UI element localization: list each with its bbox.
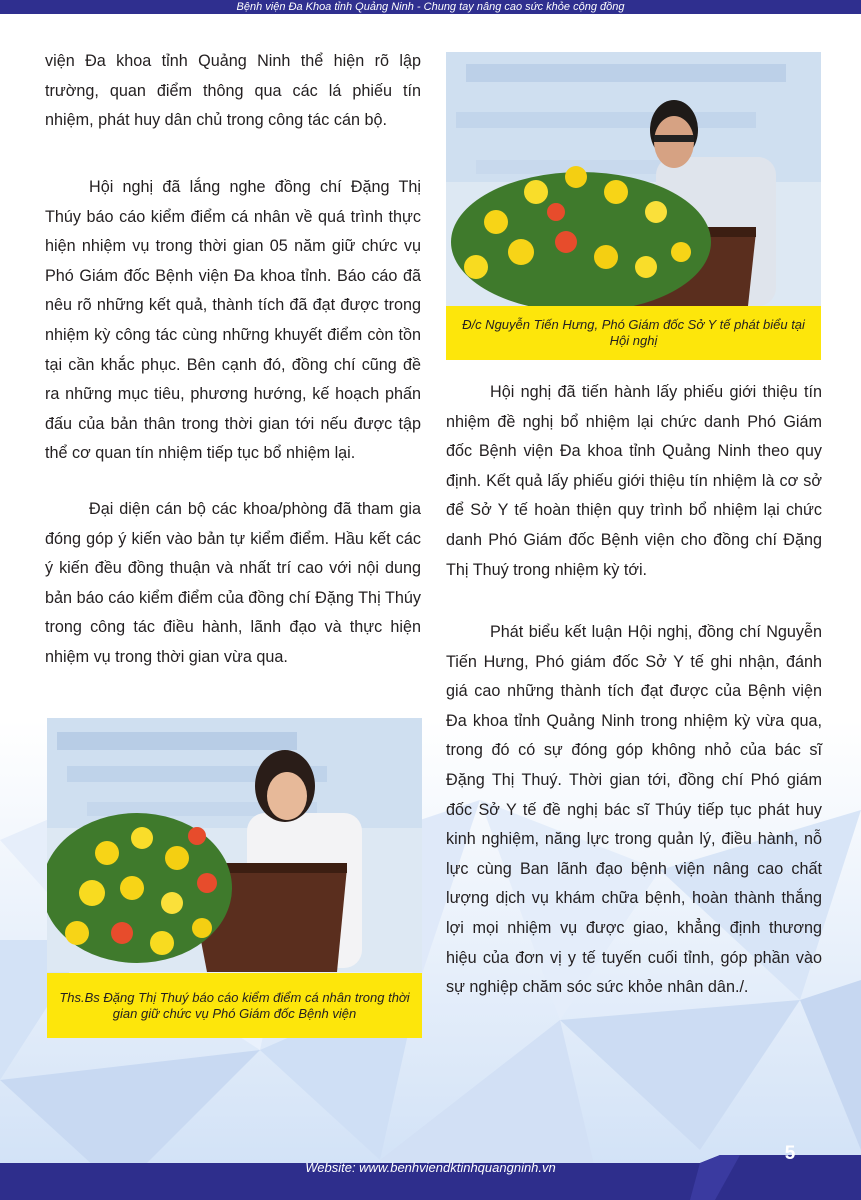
right-paragraph-2: Phát biểu kết luận Hội nghị, đồng chí Nguyễn Tiến Hưng, Phó giám đốc Sở Y tế ghi nhận, đánh giá cao những thành tích đạt được của Bệnh viện Đa khoa tỉnh Quảng Ninh trong nhiệm kỳ vừa qua, trong đó có sự đóng góp không nhỏ của bác sĩ Đặng Thị Thuý. Thời gian tới, đồng chí Phó giám đốc Sở Y tế đề nghị bác sĩ Thúy tiếp tục phát huy kinh nghiệm, năng lực trong quản lý, điều hành, nỗ lực cùng Ban lãnh đạo bệnh viện nâng cao chất lượng dịch vụ khám chữa bệnh, hoàn thành thắng lợi mọi nhiệm vụ được giao, khẳng định thương hiệu của đơn vị y tế tuyến cuối tỉnh, góp phần vào sự nghiệp chăm sóc sức khỏe nhân dân./. <box>446 623 822 997</box>
photo-speaker-woman <box>47 718 422 972</box>
header-tagline: Bệnh viện Đa Khoa tỉnh Quảng Ninh - Chung tay nâng cao sức khỏe cộng đồng <box>0 0 861 14</box>
left-paragraph-1: viện Đa khoa tỉnh Quảng Ninh thể hiện rõ lập trường, quan điểm thông qua các lá phiếu tín nhiệm, phát huy dân chủ trong công tác cán bộ. <box>45 52 421 130</box>
right-paragraph-1: Hội nghị đã tiến hành lấy phiếu giới thiệu tín nhiệm đề nghị bổ nhiệm lại chức danh Phó Giám đốc Bệnh viện Đa khoa tỉnh Quảng Ninh theo quy định. Kết quả lấy phiếu giới thiệu tín nhiệm là cơ sở để Sở Y tế hoàn thiện quy trình bổ nhiệm lại chức danh Phó Giám đốc Bệnh viện cho đồng chí Đặng Thị Thuý trong nhiệm kỳ tới. <box>446 383 822 579</box>
right-photo-caption: Đ/c Nguyễn Tiến Hưng, Phó Giám đốc Sở Y tế phát biểu tại Hội nghị <box>446 306 821 360</box>
left-photo-caption: Ths.Bs Đặng Thị Thuý báo cáo kiểm điểm cá nhân trong thời gian giữ chức vụ Phó Giám đốc Bệnh viện <box>47 973 422 1038</box>
left-paragraph-2: Hội nghị đã lắng nghe đồng chí Đặng Thị Thúy báo cáo kiểm điểm cá nhân về quá trình thực hiện nhiệm vụ trong thời gian 05 năm giữ chức vụ Phó Giám đốc Bệnh viện Đa khoa tỉnh. Báo cáo đã nêu rõ những kết quả, thành tích đã đạt được trong nhiệm kỳ công tác cùng những khuyết điểm còn tồn tại cần khắc phục. Bên cạnh đó, đồng chí cũng đề ra những mục tiêu, phương hướng, kế hoạch phấn đấu của bản thân trong thời gian tới nếu được tập thể cơ quan tín nhiệm tiếp tục bổ nhiệm lại. <box>45 178 421 463</box>
speaker-woman-illustration <box>47 718 422 972</box>
left-paragraph-3: Đại diện cán bộ các khoa/phòng đã tham gia đóng góp ý kiến vào bản tự kiểm điểm. Hầu kết các ý kiến đều đồng thuận và nhất trí cao với nội dung bản báo cáo kiểm điểm của đồng chí Đặng Thị Thúy trong công tác điều hành, lãnh đạo và thực hiện nhiệm vụ trong thời gian vừa qua. <box>45 500 421 666</box>
footer-website: Website: www.benhviendktinhquangninh.vn <box>305 1160 556 1175</box>
photo-speaker-man <box>446 52 821 306</box>
speaker-man-illustration <box>446 52 821 306</box>
page-number: 5 <box>784 1143 796 1164</box>
